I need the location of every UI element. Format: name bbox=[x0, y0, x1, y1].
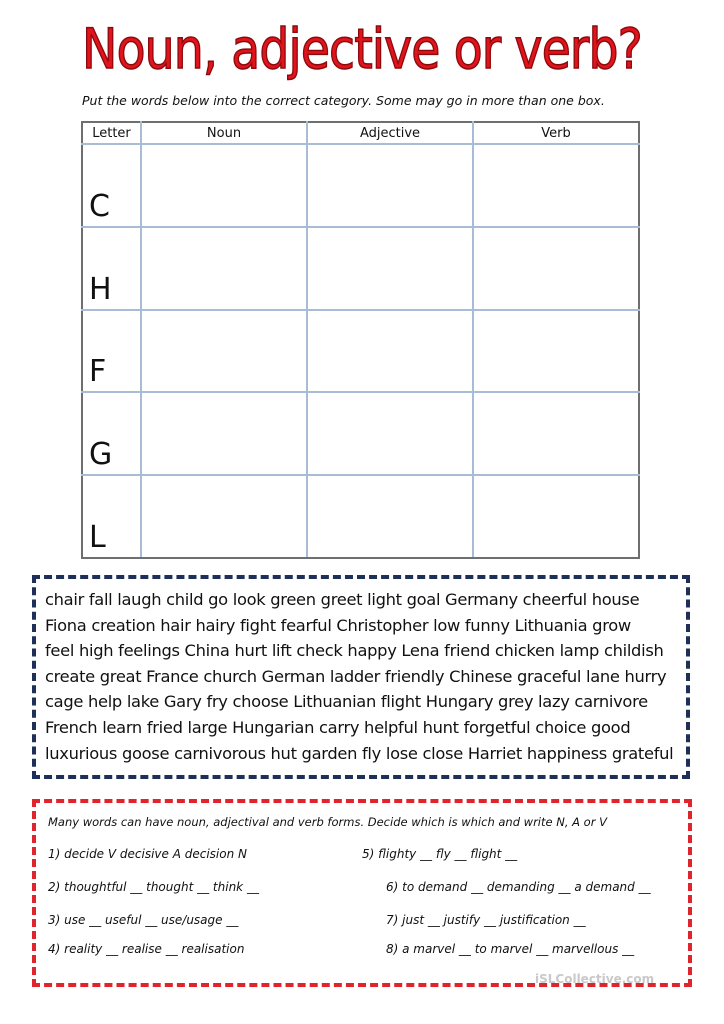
verb-cell[interactable] bbox=[473, 392, 639, 475]
category-table bbox=[81, 121, 640, 559]
verb-cell[interactable] bbox=[473, 227, 639, 310]
table-row bbox=[82, 144, 639, 227]
noun-cell[interactable] bbox=[141, 310, 307, 393]
adjective-cell[interactable] bbox=[307, 227, 473, 310]
exercise-item-3: 3) use __ useful __ use/usage __ bbox=[48, 913, 239, 927]
header-letter: Letter bbox=[82, 122, 141, 144]
word-bank-box bbox=[32, 575, 690, 779]
table-row bbox=[82, 310, 639, 393]
adjective-cell[interactable] bbox=[307, 475, 473, 558]
noun-cell[interactable] bbox=[141, 392, 307, 475]
exercise-item-5: 5) flighty __ fly __ flight __ bbox=[362, 847, 518, 861]
instruction-text: Put the words below into the correct category. Some may go in more than one box. bbox=[82, 93, 605, 108]
word-bank-line: French learn fried large Hungarian carry helpful hunt forgetful choice good bbox=[45, 717, 631, 737]
row-letter: H bbox=[82, 227, 141, 310]
exercise-item-6: 6) to demand __ demanding __ a demand __ bbox=[386, 880, 651, 894]
worksheet-title: Noun, adjective or verb? bbox=[82, 17, 642, 81]
row-letter: C bbox=[82, 144, 141, 227]
watermark-text: iSLCollective.com bbox=[535, 972, 655, 986]
noun-cell[interactable] bbox=[141, 144, 307, 227]
verb-cell[interactable] bbox=[473, 310, 639, 393]
header-adjective: Adjective bbox=[307, 122, 473, 144]
header-verb: Verb bbox=[473, 122, 639, 144]
verb-cell[interactable] bbox=[473, 475, 639, 558]
exercise-item-2: 2) thoughtful __ thought __ think __ bbox=[48, 880, 259, 894]
word-bank-line: Fiona creation hair hairy fight fearful Christopher low funny Lithuania grow bbox=[45, 615, 631, 635]
exercise-item-4: 4) reality __ realise __ realisation bbox=[48, 942, 245, 956]
word-forms-exercise-box bbox=[32, 799, 692, 987]
table-row bbox=[82, 392, 639, 475]
table-header-row bbox=[82, 122, 639, 144]
word-bank-line: chair fall laugh child go look green greet light goal Germany cheerful house bbox=[45, 590, 640, 609]
word-bank-line: luxurious goose carnivorous hut garden fly lose close Harriet happiness grateful bbox=[45, 743, 674, 763]
adjective-cell[interactable] bbox=[307, 144, 473, 227]
word-bank-line: feel high feelings China hurt lift check happy Lena friend chicken lamp childish bbox=[45, 641, 664, 661]
verb-cell[interactable] bbox=[473, 144, 639, 227]
noun-cell[interactable] bbox=[141, 227, 307, 310]
word-bank-line: create great France church German ladder friendly Chinese graceful lane hurry bbox=[45, 666, 667, 686]
header-noun: Noun bbox=[141, 122, 307, 144]
word-bank-line: cage help lake Gary fry choose Lithuanian flight Hungary grey lazy carnivore bbox=[45, 692, 648, 712]
row-letter: F bbox=[82, 310, 141, 393]
exercise-item-7: 7) just __ justify __ justification __ bbox=[386, 913, 586, 927]
table-row bbox=[82, 475, 639, 558]
adjective-cell[interactable] bbox=[307, 310, 473, 393]
exercise-item-1: 1) decide V decisive A decision N bbox=[48, 847, 247, 861]
noun-cell[interactable] bbox=[141, 475, 307, 558]
row-letter: L bbox=[82, 475, 141, 558]
adjective-cell[interactable] bbox=[307, 392, 473, 475]
exercise-item-8: 8) a marvel __ to marvel __ marvellous __ bbox=[386, 942, 635, 956]
table-row bbox=[82, 227, 639, 310]
row-letter: G bbox=[82, 392, 141, 475]
exercise-instruction: Many words can have noun, adjectival and verb forms. Decide which is which and write N, A or V bbox=[48, 815, 607, 829]
